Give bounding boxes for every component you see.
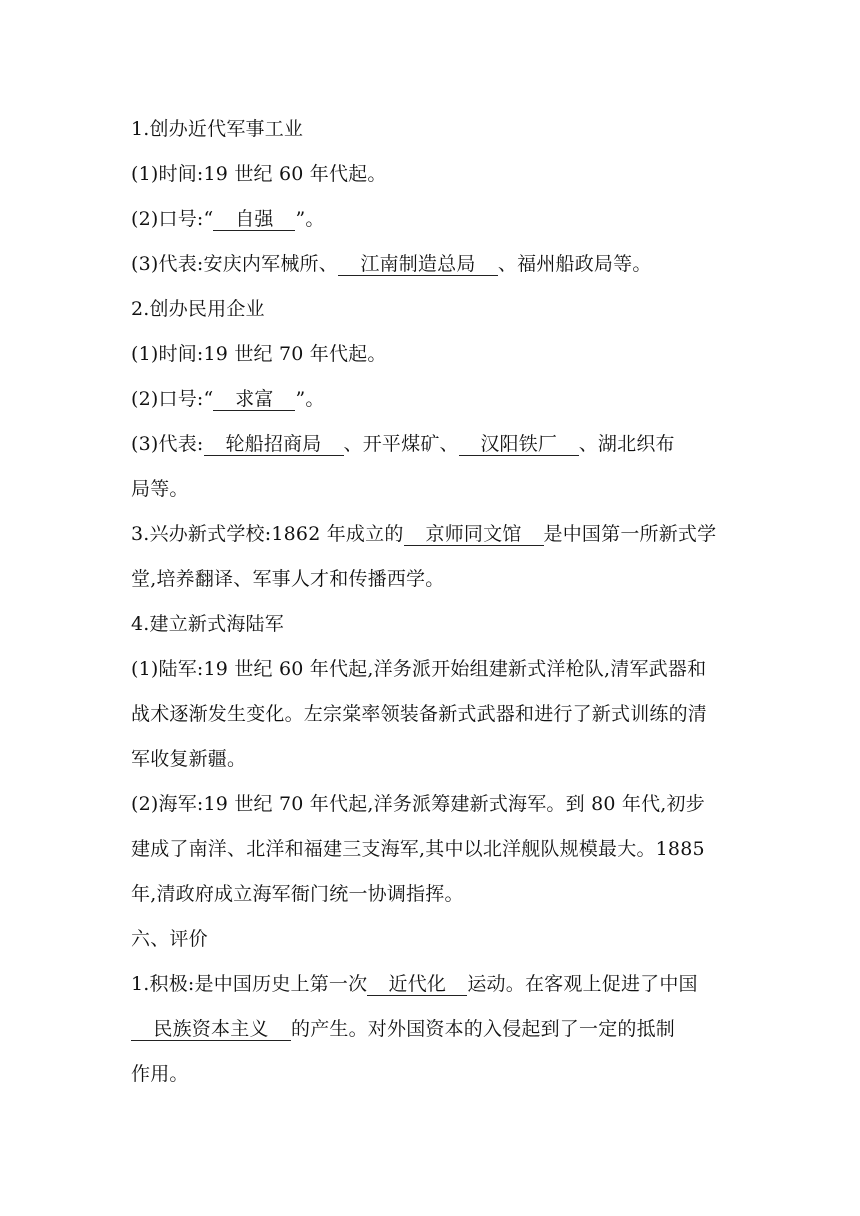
school-continued-text: 堂,培养翻译、军事人才和传播西学。 <box>131 568 445 590</box>
representatives-middle: 、开平煤矿、 <box>343 433 459 455</box>
evaluation-prefix: 1.积极:是中国历史上第一次 <box>131 973 368 995</box>
representatives-suffix: 、湖北织布 <box>578 433 675 455</box>
section-3-school-continued <box>131 566 444 592</box>
section-2-heading <box>131 296 265 322</box>
representatives-suffix: 、福州船政局等。 <box>497 253 652 275</box>
fill-in-blank-answer: 近代化 <box>367 973 467 996</box>
section-6-heading-text: 六、评价 <box>131 928 208 950</box>
army-text-1: (1)陆军:19 世纪 60 年代起,洋务派开始组建新式洋枪队,清军武器和 <box>131 658 707 680</box>
army-paragraph-line-3 <box>131 746 246 772</box>
section-1-heading <box>131 116 303 142</box>
section-1-time-text: (1)时间:19 世纪 60 年代起。 <box>131 163 387 185</box>
section-4-heading <box>131 611 284 637</box>
evaluation-line-2 <box>131 1016 675 1042</box>
fill-in-blank-answer: 京师同文馆 <box>404 523 544 546</box>
fill-in-blank-answer: 江南制造总局 <box>338 253 498 276</box>
section-4-heading-text: 4.建立新式海陆军 <box>131 613 284 635</box>
navy-text-2: 建成了南洋、北洋和福建三支海军,其中以北洋舰队规模最大。1885 <box>131 838 705 860</box>
navy-paragraph-line-2 <box>131 836 705 862</box>
slogan-suffix: ”。 <box>295 388 325 410</box>
fill-in-blank-answer: 自强 <box>213 208 295 231</box>
section-2-slogan <box>131 386 325 412</box>
fill-in-blank-answer: 民族资本主义 <box>131 1018 291 1041</box>
section-2-time <box>131 341 387 367</box>
navy-paragraph-line-3 <box>131 881 464 907</box>
navy-text-3: 年,清政府成立海军衙门统一协调指挥。 <box>131 883 464 905</box>
section-2-representatives-continued <box>131 476 189 502</box>
army-paragraph-line-1 <box>131 656 706 682</box>
slogan-suffix: ”。 <box>295 208 325 230</box>
slogan-prefix: (2)口号:“ <box>131 208 214 230</box>
school-prefix: 3.兴办新式学校:1862 年成立的 <box>131 523 404 545</box>
army-text-3: 军收复新疆。 <box>131 748 247 770</box>
fill-in-blank-answer: 求富 <box>213 388 295 411</box>
representatives-prefix: (3)代表:安庆内军械所、 <box>131 253 338 275</box>
fill-in-blank-answer: 汉阳铁厂 <box>459 433 579 456</box>
section-2-heading-text: 2.创办民用企业 <box>131 298 265 320</box>
section-3-school <box>131 521 716 547</box>
school-suffix: 是中国第一所新式学 <box>543 523 717 545</box>
section-1-heading-text: 1.创办近代军事工业 <box>131 118 304 140</box>
navy-paragraph-line-1 <box>131 791 705 817</box>
evaluation-line-2-suffix: 的产生。对外国资本的入侵起到了一定的抵制 <box>291 1018 676 1040</box>
navy-text-1: (2)海军:19 世纪 70 年代起,洋务派筹建新式海军。到 80 年代,初步 <box>131 793 705 815</box>
evaluation-line-3 <box>131 1061 189 1087</box>
section-1-slogan <box>131 206 325 232</box>
slogan-prefix: (2)口号:“ <box>131 388 214 410</box>
section-2-representatives <box>131 431 675 457</box>
fill-in-blank-answer: 轮船招商局 <box>204 433 344 456</box>
section-1-representatives <box>131 251 652 277</box>
evaluation-line-1 <box>131 971 698 997</box>
section-1-time <box>131 161 387 187</box>
section-6-heading <box>131 926 208 952</box>
evaluation-line-3-text: 作用。 <box>131 1063 189 1085</box>
representatives-continued-text: 局等。 <box>131 478 189 500</box>
section-2-time-text: (1)时间:19 世纪 70 年代起。 <box>131 343 387 365</box>
representatives-prefix: (3)代表: <box>131 433 204 455</box>
evaluation-suffix: 运动。在客观上促进了中国 <box>467 973 698 995</box>
army-paragraph-line-2 <box>131 701 707 727</box>
army-text-2: 战术逐渐发生变化。左宗棠率领装备新式武器和进行了新式训练的清 <box>131 703 708 725</box>
